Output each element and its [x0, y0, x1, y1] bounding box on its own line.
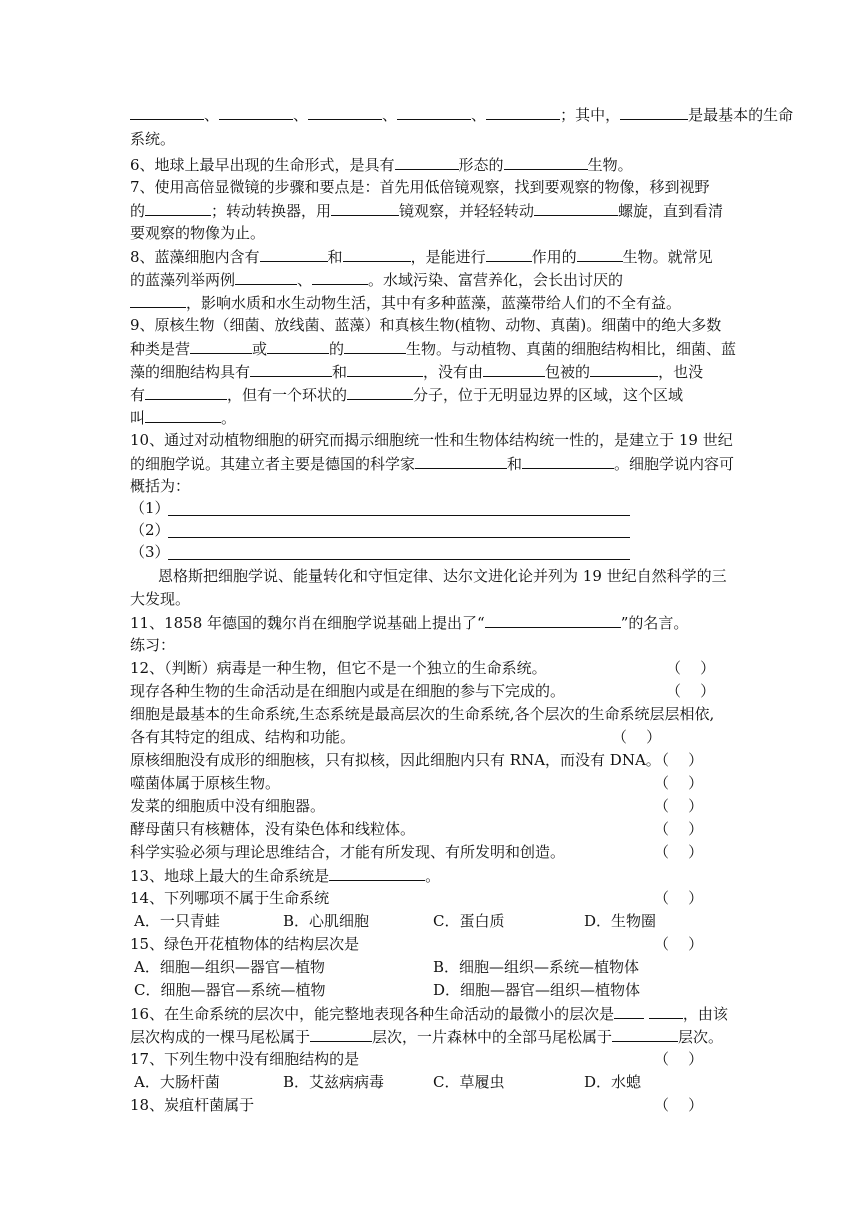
line-text: 18、炭疽杆菌属于	[130, 1096, 255, 1114]
fill-in-blank[interactable]	[267, 338, 329, 354]
line-text: 17、下列生物中没有细胞结构的是	[130, 1050, 360, 1068]
fill-in-blank[interactable]	[590, 361, 658, 377]
text-line	[130, 1095, 254, 1117]
fill-in-blank[interactable]	[504, 154, 588, 170]
fill-in-blank[interactable]	[612, 1026, 678, 1042]
answer-line[interactable]	[168, 514, 630, 516]
text-line	[130, 315, 721, 337]
choice-option[interactable]: A．一只青蛙	[134, 912, 220, 930]
text-line	[130, 104, 793, 126]
text-line	[130, 888, 329, 910]
line-text: ，没有由	[423, 363, 484, 381]
text-line	[130, 498, 170, 520]
text-line	[130, 223, 265, 245]
answer-parentheses[interactable]: （ ）	[654, 797, 704, 815]
fill-in-blank[interactable]	[483, 361, 545, 377]
text-line	[130, 129, 175, 151]
text-line	[130, 292, 681, 314]
line-text: 6、地球上最早出现的生命形式，是具有	[130, 156, 395, 174]
line-text: （3）	[130, 543, 170, 561]
fill-in-blank[interactable]	[486, 104, 560, 120]
line-text: 藻的细胞结构具有	[130, 363, 251, 381]
line-text: 原核细胞没有成形的细胞核，只有拟核，因此细胞内只有 RNA，而没有 DNA。	[130, 751, 661, 769]
line-text: 11、1858 年德国的魏尔肖在细胞学说基础上提出了“	[130, 614, 485, 632]
line-text: ，是能进行	[410, 248, 486, 266]
fill-in-blank[interactable]	[343, 246, 411, 262]
line-text: 科学实验必须与理论思维结合，才能有所发现、有所发明和创造。	[130, 843, 566, 861]
line-text: 大发现。	[130, 590, 191, 608]
text-line	[130, 1026, 723, 1048]
line-text: 12、（判断）病毒是一种生物，但它不是一个独立的生命系统。	[130, 659, 547, 677]
line-text: 练习：	[130, 636, 176, 654]
text-line	[130, 842, 565, 864]
choice-option[interactable]: B．艾兹病病毒	[283, 1073, 385, 1091]
fill-in-blank[interactable]	[620, 104, 688, 120]
text-line	[130, 476, 190, 498]
line-text: 16、在生命系统的层次中，能完整地表现各种生命活动的最微小的层次是	[130, 1005, 615, 1023]
choice-option[interactable]: B．细胞—组织—系统—植物体	[433, 958, 640, 976]
fill-in-blank[interactable]	[577, 246, 623, 262]
fill-in-blank[interactable]	[415, 453, 507, 469]
fill-in-blank[interactable]	[130, 292, 186, 308]
line-text: 层次，一片森林中的全部马尾松属于	[372, 1028, 613, 1046]
choice-option[interactable]: A．大肠杆菌	[134, 1073, 220, 1091]
fill-in-blank[interactable]	[485, 612, 621, 628]
fill-in-blank[interactable]	[344, 338, 406, 354]
line-text: 和	[327, 248, 343, 266]
text-line	[130, 1049, 359, 1071]
line-text: 概括为：	[130, 477, 191, 495]
line-text: 形态的	[458, 156, 504, 174]
answer-parentheses[interactable]: （ ）	[654, 1050, 704, 1068]
line-text: 。水域污染、富营养化，会长出讨厌的	[368, 271, 624, 289]
answer-parentheses[interactable]: （ ）	[666, 659, 716, 677]
line-text: 15、绿色开花植物体的结构层次是	[130, 935, 360, 953]
line-text: 13、地球上最大的生命系统是	[130, 867, 330, 885]
choice-option[interactable]: D．细胞—器官—组织—植物体	[433, 981, 641, 999]
fill-in-blank[interactable]	[130, 104, 204, 120]
line-text: 的蓝藻列举两例	[130, 271, 236, 289]
line-text: 有	[130, 386, 146, 404]
line-text: 叫	[130, 409, 146, 427]
text-line	[130, 542, 170, 564]
line-text: 7、使用高倍显微镜的步骤和要点是：首先用低倍镜观察，找到要观察的物像，移到视野	[130, 178, 710, 196]
line-text: ，影响水质和水生动物生活，其中有多种蓝藻，蓝藻带给人们的不全有益。	[186, 294, 682, 312]
line-text: 发菜的细胞质中没有细胞器。	[130, 797, 326, 815]
line-text: 、	[293, 106, 309, 124]
choice-option[interactable]: A．细胞—组织—器官—植物	[134, 958, 325, 976]
fill-in-blank[interactable]	[331, 200, 399, 216]
line-text: ，由该	[682, 1005, 728, 1023]
line-text: 。细胞学说内容可	[614, 455, 735, 473]
text-line	[158, 566, 727, 588]
line-text: ”的名言。	[620, 614, 689, 632]
line-text: ；转动转换器，用	[211, 202, 332, 220]
text-line	[130, 361, 703, 383]
line-text: （2）	[130, 521, 170, 539]
text-line	[130, 269, 623, 291]
line-text: ，但有一个环状的	[227, 386, 348, 404]
line-text: 生物。就常见	[622, 248, 713, 266]
line-text: 或	[252, 340, 268, 358]
text-line	[130, 200, 723, 222]
fill-in-blank[interactable]	[235, 269, 297, 285]
answer-parentheses[interactable]: （ ）	[654, 843, 704, 861]
fill-in-blank[interactable]	[308, 104, 382, 120]
line-text: 各有其特定的组成、结构和功能。	[130, 728, 356, 746]
line-text: 、	[471, 106, 487, 124]
fill-in-blank[interactable]	[649, 1003, 683, 1019]
answer-parentheses[interactable]: （ ）	[654, 751, 704, 769]
line-text: 要观察的物像为止。	[130, 224, 266, 242]
answer-line[interactable]	[168, 536, 630, 538]
text-line	[130, 407, 236, 429]
text-line	[130, 589, 190, 611]
text-line	[130, 635, 175, 657]
answer-parentheses[interactable]: （ ）	[654, 889, 704, 907]
choice-option[interactable]: C．草履虫	[433, 1073, 505, 1091]
text-line	[130, 384, 683, 406]
fill-in-blank[interactable]	[190, 338, 252, 354]
fill-in-blank[interactable]	[614, 1003, 644, 1019]
text-line	[130, 865, 440, 887]
line-text: 螺旋，直到看清	[618, 202, 724, 220]
text-line	[130, 658, 547, 680]
text-line	[130, 727, 355, 749]
text-line	[130, 750, 661, 772]
line-text: 酵母菌只有核糖体，没有染色体和线粒体。	[130, 820, 416, 838]
choice-option[interactable]: B．心肌细胞	[283, 912, 370, 930]
text-line	[130, 246, 713, 268]
fill-in-blank[interactable]	[260, 246, 328, 262]
line-text: 、	[382, 106, 398, 124]
line-text: 和	[507, 455, 523, 473]
fill-in-blank[interactable]	[250, 361, 332, 377]
fill-in-blank[interactable]	[395, 154, 459, 170]
choice-option[interactable]: D．水螅	[584, 1073, 642, 1091]
text-line	[130, 177, 710, 199]
text-line	[130, 773, 280, 795]
text-line	[130, 819, 415, 841]
answer-parentheses[interactable]: （ ）	[654, 820, 704, 838]
text-line	[130, 612, 688, 634]
text-line	[130, 430, 733, 452]
fill-in-blank[interactable]	[145, 384, 227, 400]
fill-in-blank[interactable]	[347, 361, 423, 377]
text-line	[130, 154, 633, 176]
line-text: 现存各种生物的生命活动是在细胞内或是在细胞的参与下完成的。	[130, 682, 566, 700]
line-text: 9、原核生物（细菌、放线菌、蓝藻）和真核生物(植物、动物、真菌)。细菌中的绝大多数	[130, 316, 722, 334]
choice-option[interactable]: C．细胞—器官—系统—植物	[134, 981, 326, 999]
fill-in-blank[interactable]	[522, 453, 614, 469]
text-line	[130, 338, 736, 360]
fill-in-blank[interactable]	[310, 1026, 372, 1042]
line-text: （1）	[130, 499, 170, 517]
text-line	[130, 520, 170, 542]
fill-in-blank[interactable]	[397, 104, 471, 120]
line-text: 层次。	[678, 1028, 724, 1046]
line-text: 、	[297, 271, 313, 289]
line-text: 分子，位于无明显边界的区域，这个区域	[413, 386, 684, 404]
line-text: 包被的	[545, 363, 591, 381]
line-text: 镜观察，并轻轻转动	[399, 202, 535, 220]
line-text: 是最基本的生命	[688, 106, 794, 124]
line-text: 种类是营	[130, 340, 191, 358]
line-text: 生物。	[587, 156, 633, 174]
answer-parentheses[interactable]: （ ）	[654, 774, 704, 792]
line-text: 生物。与动植物、真菌的细胞结构相比，细菌、蓝	[406, 340, 737, 358]
line-text: 的	[329, 340, 345, 358]
line-text: 的	[130, 202, 146, 220]
line-text: 系统。	[130, 130, 176, 148]
text-line	[130, 704, 714, 726]
line-text: 。	[425, 867, 441, 885]
line-text: 作用的	[531, 248, 577, 266]
fill-in-blank[interactable]	[486, 246, 532, 262]
fill-in-blank[interactable]	[534, 200, 618, 216]
line-text: 14、下列哪项不属于生命系统	[130, 889, 330, 907]
fill-in-blank[interactable]	[329, 865, 425, 881]
line-text: 10、通过对动植物细胞的研究而揭示细胞统一性和生物体结构统一性的，是建立于 19 世纪	[130, 431, 733, 449]
line-text: 8、蓝藻细胞内含有	[130, 248, 260, 266]
answer-parentheses[interactable]: （ ）	[654, 1096, 704, 1114]
text-line	[130, 796, 325, 818]
choice-option[interactable]: C．蛋白质	[433, 912, 505, 930]
fill-in-blank[interactable]	[145, 407, 221, 423]
text-line	[130, 681, 565, 703]
line-text: 、	[204, 106, 220, 124]
answer-line[interactable]	[168, 558, 630, 560]
text-line	[130, 934, 359, 956]
answer-parentheses[interactable]: （ ）	[654, 935, 704, 953]
text-line	[130, 1003, 728, 1025]
choice-option[interactable]: D．生物圈	[584, 912, 657, 930]
fill-in-blank[interactable]	[145, 200, 211, 216]
answer-parentheses[interactable]: （ ）	[612, 728, 662, 746]
line-text: 噬菌体属于原核生物。	[130, 774, 281, 792]
line-text: ，也没	[658, 363, 704, 381]
line-text: 和	[332, 363, 348, 381]
fill-in-blank[interactable]	[347, 384, 413, 400]
fill-in-blank[interactable]	[312, 269, 368, 285]
fill-in-blank[interactable]	[219, 104, 293, 120]
line-text: 层次构成的一棵马尾松属于	[130, 1028, 311, 1046]
line-text: 。	[221, 409, 237, 427]
text-line	[130, 453, 734, 475]
line-text: 细胞是最基本的生命系统,生态系统是最高层次的生命系统,各个层次的生命系统层层相依,	[130, 705, 715, 723]
answer-parentheses[interactable]: （ ）	[666, 682, 716, 700]
line-text: 恩格斯把细胞学说、能量转化和守恒定律、达尔文进化论并列为 19 世纪自然科学的三	[158, 567, 727, 585]
line-text: ；其中，	[560, 106, 621, 124]
line-text: 的细胞学说。其建立者主要是德国的科学家	[130, 455, 416, 473]
